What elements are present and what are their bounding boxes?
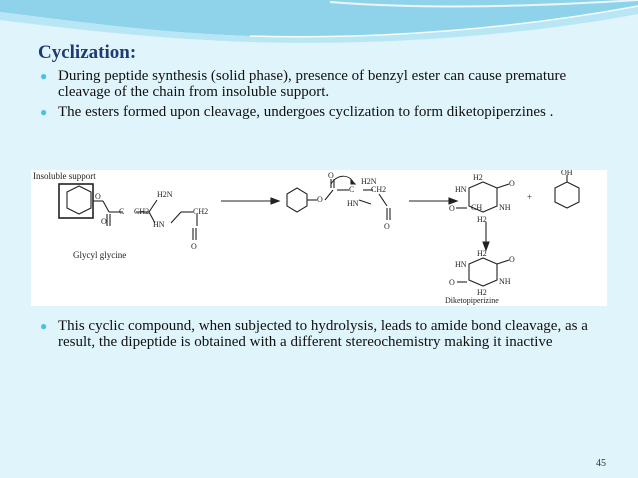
slide-title: Cyclization:	[38, 42, 137, 63]
phenol-ring	[555, 182, 579, 208]
atom-o: O	[449, 204, 455, 213]
atom-oh: OH	[561, 170, 573, 177]
atom-o: O	[317, 195, 323, 204]
bullet-item	[40, 318, 610, 350]
atom-o: O	[384, 222, 390, 231]
bullet-marker-icon: ●	[40, 69, 48, 83]
atom-o: O	[328, 171, 334, 180]
atom-h2: H2	[477, 288, 487, 297]
label-glycyl-glycine: Glycyl glycine	[73, 250, 127, 260]
atom-hn: HN	[455, 185, 467, 194]
bullet-item	[40, 68, 610, 100]
atom-o: O	[95, 192, 101, 201]
bullet-text: The esters formed upon cleavage, undergoes cyclization to form diketopiperzines .	[58, 104, 554, 120]
page-number: 45	[596, 458, 606, 469]
atom-nh: NH	[499, 203, 511, 212]
atom-ch: CH	[471, 203, 483, 212]
plus-sign: +	[527, 192, 533, 202]
atom-o: O	[191, 242, 197, 251]
bullet-item	[40, 104, 610, 120]
atom-h2: H2	[477, 249, 487, 258]
reaction-figure	[31, 170, 607, 306]
atom-o: O	[101, 217, 107, 226]
label-insoluble-support: Insoluble support	[33, 171, 96, 181]
label-diketopiperizine: Diketopiperizine	[445, 296, 499, 305]
atom-h2n: H2N	[361, 177, 377, 186]
atom-o: O	[509, 255, 515, 264]
atom-ch2: CH2	[193, 207, 209, 216]
atom-h2: H2	[477, 215, 487, 224]
dkp-ring-2	[469, 258, 497, 286]
atom-hn: HN	[455, 260, 467, 269]
atom-ch2: CH2	[134, 207, 150, 216]
bullet-text: During peptide synthesis (solid phase), presence of benzyl ester can cause premature cleavage of the chain from insoluble support.	[58, 68, 567, 100]
atom-h2n: H2N	[157, 190, 173, 199]
bullet-marker-icon: ●	[40, 105, 48, 119]
atom-c: C	[119, 207, 125, 216]
bullet-marker-icon: ●	[40, 319, 48, 333]
bullet-list-bottom	[40, 318, 610, 354]
reaction-scheme	[31, 170, 607, 306]
benzene-ring-1	[67, 186, 91, 214]
atom-hn: HN	[153, 220, 165, 229]
atom-o: O	[509, 179, 515, 188]
bullet-list-top	[40, 68, 610, 124]
atom-o: O	[449, 278, 455, 287]
atom-hn: HN	[347, 199, 359, 208]
benzene-ring-2	[287, 188, 307, 212]
atom-ch2: CH2	[371, 185, 387, 194]
atom-h2: H2	[473, 173, 483, 182]
atom-nh: NH	[499, 277, 511, 286]
atom-c: C	[349, 185, 355, 194]
bullet-text: This cyclic compound, when subjected to hydrolysis, leads to amide bond cleavage, as a result, the dipeptide is obtained with a different stereochemistry making it inactive	[58, 318, 588, 350]
